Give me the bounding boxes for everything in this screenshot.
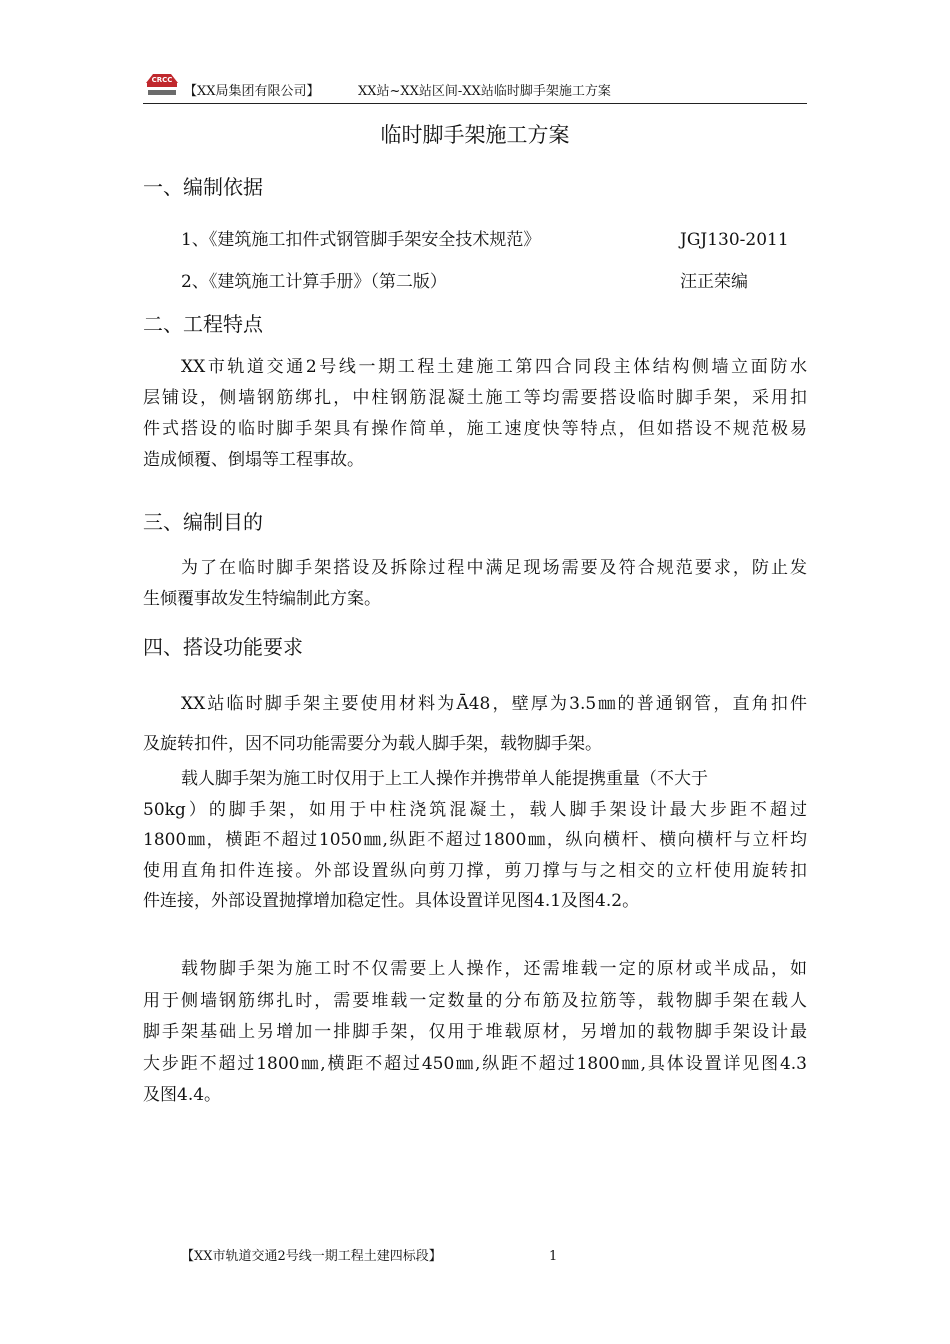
logo-text: CRCC <box>151 76 173 84</box>
page-title: 临时脚手架施工方案 <box>380 123 570 147</box>
paragraph-person-scaffold <box>143 764 807 917</box>
text-line: 件连接，外部设置抛撑增加稳定性。具体设置详见图4.1及图4.2。 <box>143 891 640 911</box>
reference-author: 汪正荣编 <box>680 272 748 292</box>
text-line: 1800㎜，横距不超过1050㎜,纵距不超过1800㎜，纵向横杆、横向横杆与立杆均 <box>143 830 807 850</box>
text-line: XX站临时脚手架主要使用材料为Ā48，壁厚为3.5㎜的普通钢管，直角扣件 <box>181 694 807 714</box>
section-heading-requirements: 四、搭设功能要求 <box>143 635 303 659</box>
section-heading-basis: 一、编制依据 <box>143 175 263 199</box>
text-line: 50kg）的脚手架，如用于中柱浇筑混凝土，载人脚手架设计最大步距不超过 <box>143 799 807 820</box>
paragraph-purpose <box>143 553 807 615</box>
reference-item: 1、《建筑施工扣件式钢管脚手架安全技术规范》 <box>181 230 541 250</box>
text-line: 件式搭设的临时脚手架具有操作简单，施工速度快等特点，但如搭设不规范极易 <box>143 419 807 439</box>
header-company: 【XX局集团有限公司】 <box>184 84 320 99</box>
text-line: 及旋转扣件，因不同功能需要分为载人脚手架，载物脚手架。 <box>143 734 602 754</box>
text-line: 生倾覆事故发生特编制此方案。 <box>143 589 381 609</box>
paragraph-material-scaffold <box>143 954 807 1112</box>
text-line: 脚手架基础上另增加一排脚手架，仅用于堆载原材，另增加的载物脚手架设计最 <box>143 1022 807 1042</box>
reference-item: 2、《建筑施工计算手册》（第二版） <box>181 272 447 292</box>
paragraph-features <box>143 352 807 476</box>
text-line: XX市轨道交通2号线一期工程土建施工第四合同段主体结构侧墙立面防水 <box>181 357 807 377</box>
reference-code: JGJ130-2011 <box>680 230 789 250</box>
text-line: 大步距不超过1800㎜,横距不超过450㎜,纵距不超过1800㎜,具体设置详见图4.3 <box>143 1053 807 1074</box>
header-rule <box>143 103 807 104</box>
text-line: 载物脚手架为施工时不仅需要上人操作，还需堆载一定的原材或半成品，如 <box>181 959 807 979</box>
footer-project: 【XX市轨道交通2号线一期工程土建四标段】 <box>181 1249 442 1264</box>
page-number: 1 <box>549 1249 558 1264</box>
text-line: 及图4.4。 <box>143 1085 222 1105</box>
text-line: 为了在临时脚手架搭设及拆除过程中满足现场需要及符合规范要求，防止发 <box>181 558 807 578</box>
text-line: 用于侧墙钢筋绑扎时，需要堆载一定数量的分布筋及拉筋等，载物脚手架在载人 <box>143 990 807 1011</box>
text-line: 造成倾覆、倒塌等工程事故。 <box>143 450 364 470</box>
text-line: 载人脚手架为施工时仅用于上工人操作并携带单人能提携重量（不大于 <box>181 769 708 789</box>
text-line: 使用直角扣件连接。外部设置纵向剪刀撑，剪刀撑与与之相交的立杆使用旋转扣 <box>143 860 807 881</box>
section-heading-features: 二、工程特点 <box>143 312 263 336</box>
company-logo <box>143 68 181 98</box>
paragraph-materials <box>143 684 807 764</box>
section-heading-purpose: 三、编制目的 <box>143 510 263 534</box>
header-doc-title: XX站~XX站区间-XX站临时脚手架施工方案 <box>358 84 611 99</box>
text-line: 层铺设，侧墙钢筋绑扎，中柱钢筋混凝土施工等均需要搭设临时脚手架，采用扣 <box>143 388 807 408</box>
